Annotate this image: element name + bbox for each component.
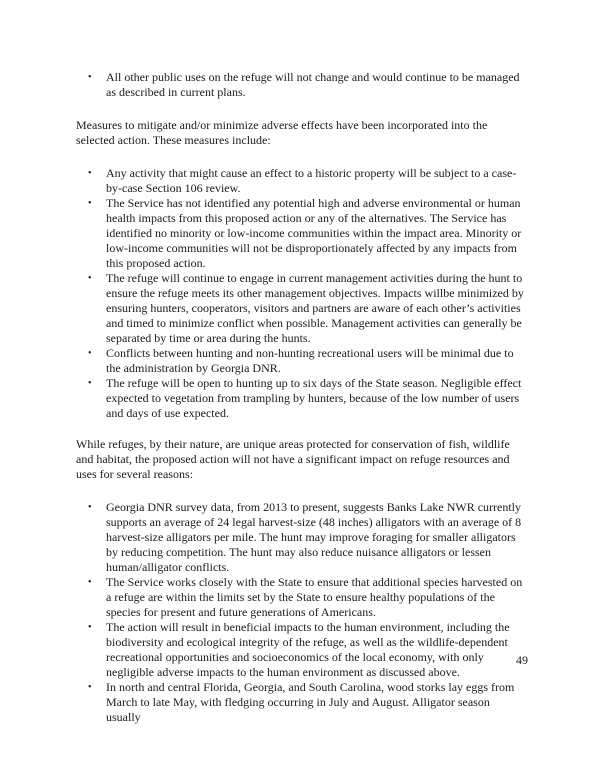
list-item-text: The refuge will continue to engage in current management activities during the hunt to ensure the refuge meets its other management objectives. Impacts willbe minimized by ensuring hunters, cooperators, visitors and partners are aware of each other’s activities and timed to minimize conflict when possible. Management activities can generally be separated by time or area during the hunts.	[106, 271, 524, 345]
mitigation-bullet-list	[76, 166, 526, 421]
bullet-icon: •	[88, 502, 92, 513]
list-item	[88, 620, 526, 680]
list-item	[88, 271, 526, 346]
bullet-icon: •	[88, 273, 92, 284]
page-content	[76, 70, 526, 725]
list-item-text: Any activity that might cause an effect to a historic property will be subject to a case-by-case Section 106 review.	[106, 166, 517, 195]
list-item-text: Georgia DNR survey data, from 2013 to present, suggests Banks Lake NWR currently supports an average of 24 legal harvest-size (48 inches) alligators with an average of 8 harvest-size alligators per mile. The hunt may improve foraging for smaller alligators by reducing competition. The hunt may also reduce nuisance alligators or lessen human/alligator conflicts.	[106, 500, 522, 574]
bullet-icon: •	[88, 72, 92, 83]
list-item-text: The Service has not identified any potential high and adverse environmental or human health impacts from this proposed action or any of the alternatives. The Service has identified no minority or low-income communities within the impact area. Minority or low-income communities will not be disproportionately affected by any impacts from this proposed action.	[106, 196, 522, 270]
list-item	[88, 346, 526, 376]
bullet-icon: •	[88, 378, 92, 389]
mitigation-intro-paragraph: Measures to mitigate and/or minimize adverse effects have been incorporated into the selected action. These measures include:	[76, 118, 488, 147]
list-item-text: The Service works closely with the State to ensure that additional species harvested on a refuge are within the limits set by the State to ensure healthy populations of the species for present and future generations of Americans.	[106, 575, 523, 619]
bullet-icon: •	[88, 682, 92, 693]
list-item	[88, 70, 526, 100]
list-item	[88, 196, 526, 271]
reasons-intro-paragraph: While refuges, by their nature, are unique areas protected for conservation of fish, wildlife and habitat, the proposed action will not have a significant impact on refuge resources and uses for several reasons:	[76, 437, 510, 481]
list-item-text: The refuge will be open to hunting up to six days of the State season. Negligible effect expected to vegetation from trampling by hunters, because of the low number of users and days of use expected.	[106, 376, 522, 420]
list-item-text: Conflicts between hunting and non-hunting recreational users will be minimal due to the administration by Georgia DNR.	[106, 346, 514, 375]
list-item-text: In north and central Florida, Georgia, and South Carolina, wood storks lay eggs from March to late May, with fledging occurring in July and August. Alligator season usually	[106, 680, 515, 724]
list-item	[88, 680, 526, 725]
bullet-icon: •	[88, 577, 92, 588]
list-item	[88, 575, 526, 620]
page-number: 49	[516, 653, 528, 667]
list-item	[88, 376, 526, 421]
top-bullet-list	[76, 70, 526, 100]
bullet-icon: •	[88, 348, 92, 359]
bullet-icon: •	[88, 168, 92, 179]
list-item-text: All other public uses on the refuge will not change and would continue to be managed as described in current plans.	[106, 70, 520, 99]
bullet-icon: •	[88, 622, 92, 633]
list-item	[88, 500, 526, 575]
list-item	[88, 166, 526, 196]
bullet-icon: •	[88, 198, 92, 209]
list-item-text: The action will result in beneficial impacts to the human environment, including the biodiversity and ecological integrity of the refuge, as well as the wildlife-dependent recreational opportunities and socioeconomics of the local economy, with only negligible adverse impacts to the human environment as discussed above.	[106, 620, 510, 679]
reasons-bullet-list	[76, 500, 526, 725]
